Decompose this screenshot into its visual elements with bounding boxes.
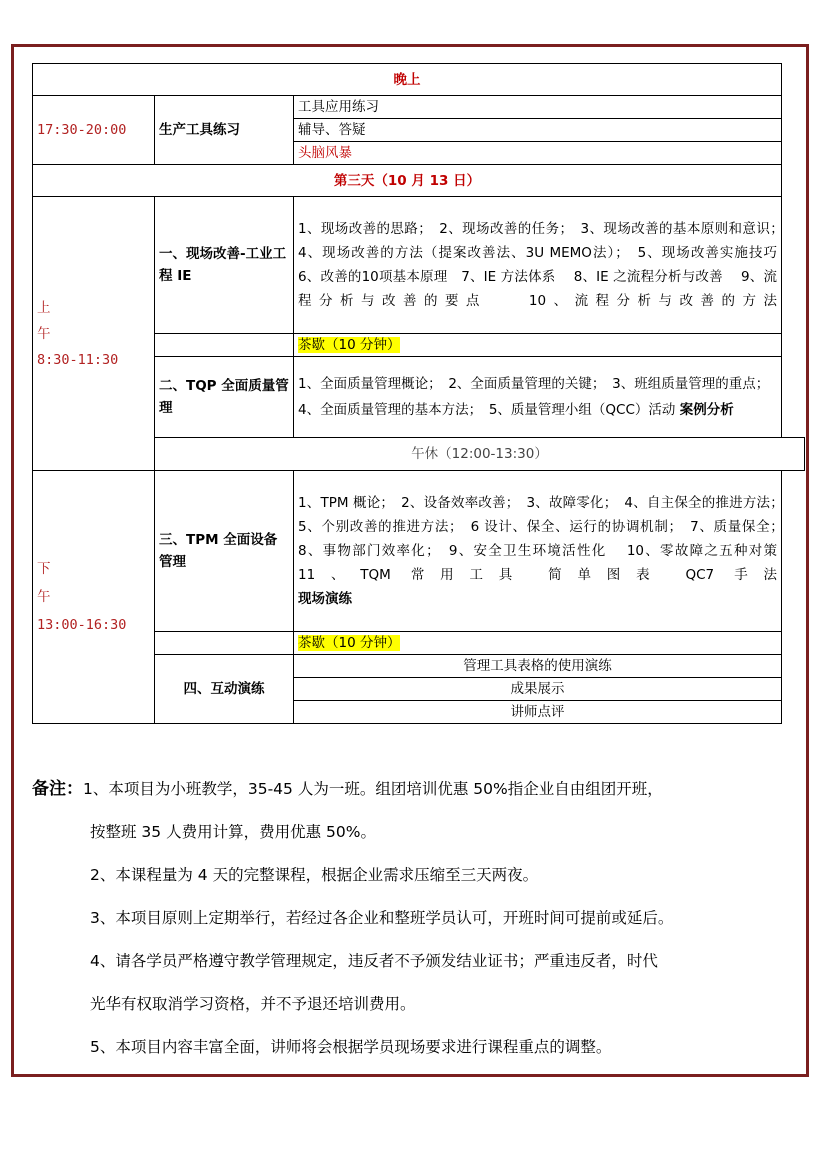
module4-item-1: 管理工具表格的使用演练: [294, 655, 782, 678]
note-3: 3、本项目原则上定期举行，若经过各企业和整班学员认可，开班时间可提前或延后。: [90, 909, 674, 927]
evening-header: 晚上: [33, 64, 782, 96]
module4-item-3: 讲师点评: [294, 701, 782, 724]
notes-lead: 备注：: [32, 779, 83, 799]
note-4-cont: 光华有权取消学习资格，并不予退还培训费用。: [90, 995, 416, 1013]
day3-header-row: [33, 165, 805, 197]
morning-time-cell: [33, 197, 159, 471]
afternoon-break: 茶歇（10 分钟）: [298, 635, 401, 651]
note-1-cont: 按整班 35 人费用计算，费用优惠 50%。: [90, 823, 376, 841]
afternoon-break-cell: [294, 632, 782, 655]
module3-tail: 现场演练: [298, 591, 352, 607]
day3-header: 第三天（10 月 13 日）: [33, 165, 782, 197]
module2-topic: 二、TQP 全面质量管理: [155, 357, 294, 438]
afternoon-time-cell: [33, 471, 159, 724]
evening-item-1: 工具应用练习: [294, 96, 782, 119]
note-5: 5、本项目内容丰富全面，讲师将会根据学员现场要求进行课程重点的调整。: [90, 1038, 612, 1056]
module2-tail: 案例分析: [679, 402, 734, 418]
module1-topic: 一、现场改善-工业工程 IE: [155, 197, 294, 334]
evening-header-row: [33, 64, 805, 96]
schedule-table: [32, 63, 805, 724]
note-2: 2、本课程量为 4 天的完整课程，根据企业需求压缩至三天两夜。: [90, 866, 539, 884]
note-1: 备注：1、本项目为小班教学，35-45 人为一班。组团培训优惠 50%指企业自由组团开班，: [32, 779, 663, 799]
note-4: 4、请各学员严格遵守教学管理规定，违反者不予颁发结业证书；严重违反者，时代: [90, 952, 658, 970]
evening-item-3: 头脑风暴: [294, 142, 782, 165]
morning-label: 上 午: [37, 299, 159, 342]
morning-break-cell: [294, 334, 782, 357]
module4-topic: 四、互动演练: [155, 655, 294, 724]
module2-cell: [294, 357, 782, 438]
module1-content: 1、现场改善的思路； 2、现场改善的任务； 3、现场改善的基本原则和意识； 4、现场改善的方法（提案改善法、3U MEMO法）； 5、现场改善实施技巧 6、改善的10项基本原理 7、IE 方法体系 8、IE 之流程分析与改善 9、流程分析与改善的要点 10、流程分析与改善的方法: [294, 197, 782, 334]
evening-topic: 生产工具练习: [155, 96, 294, 165]
module2-content: 1、全面质量管理概论； 2、全面质量管理的关键； 3、班组质量管理的重点； 4、全面质量管理的基本方法； 5、质量管理小组（QCC）活动: [298, 376, 777, 418]
module3-content: 1、TPM 概论； 2、设备效率改善； 3、故障零化； 4、自主保全的推进方法； 5、个别改善的推进方法； 6 设计、保全、运行的协调机制； 7、质量保全； 8、事物部门效率化； 9、安全卫生环境活性化 10、零故障之五种对策 11、TQM 常用工具 简单图表 QC7 手法: [298, 495, 795, 583]
evening-time: 17:30-20:00: [33, 96, 155, 165]
morning-break: 茶歇（10 分钟）: [298, 337, 401, 353]
afternoon-time: 13:00-16:30: [37, 617, 127, 633]
module4-item-2: 成果展示: [294, 678, 782, 701]
afternoon-label: 下 午: [37, 561, 159, 605]
morning-time: 8:30-11:30: [37, 351, 119, 368]
module3-cell: [294, 471, 795, 632]
notes-section: [32, 768, 802, 1069]
lunch-break: 午休（12:00-13:30）: [155, 438, 805, 471]
evening-item-2: 辅导、答疑: [294, 119, 782, 142]
module3-topic: 三、TPM 全面设备管理: [155, 471, 294, 632]
